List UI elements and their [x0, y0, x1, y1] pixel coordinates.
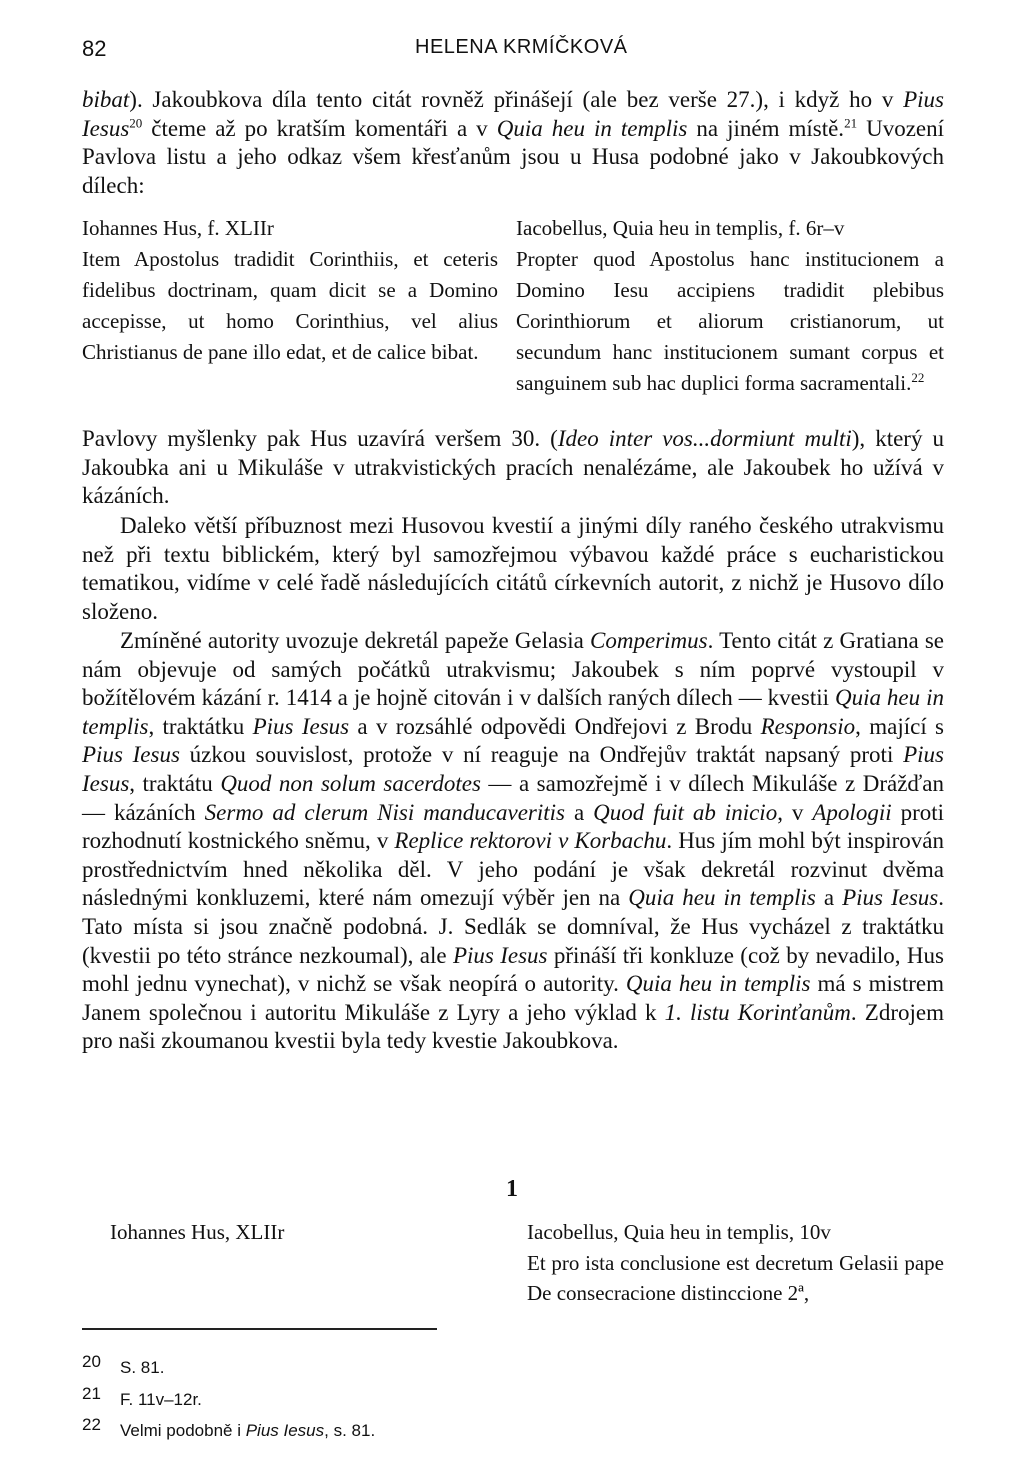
paragraph-3: Daleko větší příbuznost mezi Husovou kvestií a jinými díly raného českého utrakvismu než při textu biblickém, který byl samozřejmou výbavou každé práce s eucharistickou tematikou, vidíme v celé řadě následujících citátů církevních autorit, z nichž je Husovo dílo složeno. — [82, 513, 944, 624]
footnote-ref[interactable]: 20 — [129, 114, 143, 130]
running-title: HELENA KRMÍČKOVÁ — [415, 36, 628, 58]
work-title: Pius Iesus — [452, 942, 548, 968]
section-left-heading: Iohannes Hus, XLIIr — [110, 1220, 285, 1244]
footnote-divider — [82, 1328, 437, 1330]
section-number: 1 — [506, 1176, 518, 1202]
footnote-number: 21 — [82, 1384, 101, 1403]
work-title: Replice rektorovi v Korbachu — [394, 828, 667, 854]
compare-right-heading: Iacobellus, Quia heu in templis, f. 6r–v — [516, 216, 845, 240]
quote-term: Ideo inter vos...dormiunt multi — [557, 426, 852, 451]
intro-paragraph: bibat). Jakoubkova díla tento citát rovněž přinášejí (ale bez verše 27.), i když ho v Pius Iesus$^{20}$ čteme až po kratším komentáři a v Quia heu in templis na jiném místě.$^{21}$ Uvození Pavlova listu a jeho odkaz všem křesťanům jsou u Husa podobné jako v Jakoubkových dílech: — [82, 87, 944, 198]
work-title: Pius Iesus — [82, 742, 180, 768]
work-title: Quia heu in templis — [496, 115, 688, 141]
work-title: Pius Iesus — [252, 713, 350, 739]
section-right-heading: Iacobellus, Quia heu in templis, 10v — [527, 1220, 831, 1244]
work-title: Comperimus — [590, 628, 708, 653]
compare-left-heading: Iohannes Hus, f. XLIIr — [82, 216, 274, 240]
compare-right-text: Propter quod Apostolus hanc institucionem a Domino Iesu accipiens tradidit plebibus Corinthiorum et aliorum cristianorum, ut secundum hanc institucionem sumant corpus et sanguinem sub hac duplici forma sacramentali.$^{22}$ — [516, 247, 944, 395]
footnote-number: 22 — [82, 1415, 101, 1434]
work-title: Pius Iesus — [245, 1421, 325, 1440]
work-title: Quia heu in templis — [82, 685, 944, 739]
work-title: Pius Iesus — [82, 87, 944, 141]
work-title: Pius Iesus — [842, 885, 939, 911]
work-title: Quod non solum sacerdotes — [220, 770, 481, 796]
work-title: 1. listu Korinťanům — [664, 999, 851, 1025]
footnote-text: F. 11v–12r. — [120, 1390, 202, 1409]
footnote-number: 20 — [82, 1352, 101, 1371]
work-title: Quod fuit ab inicio — [593, 799, 778, 825]
italic-term: bibat — [82, 87, 130, 112]
work-title: Apologii — [812, 799, 892, 825]
work-title: Responsio — [760, 713, 856, 739]
work-title: Sermo ad clerum Nisi manducaveritis — [204, 799, 566, 825]
footnote-ref[interactable]: 21 — [844, 114, 858, 130]
compare-left-text: Item Apostolus tradidit Corinthiis, et ceteris fidelibus doctrinam, quam dicit se a Domino accepisse, ut homo Corinthius, vel alius Christianus de pane illo edat, et de calice bibat. — [82, 247, 498, 364]
footnote-text: Velmi podobně i Pius Iesus, s. 81. — [120, 1421, 376, 1440]
work-title: Quia heu in templis — [628, 885, 816, 911]
section-right-text: Et pro ista conclusione est decretum Gelasii pape De consecracione distinccione 2ª, — [527, 1251, 944, 1305]
page-number: 82 — [82, 36, 107, 61]
footnote-ref[interactable]: 22 — [911, 370, 925, 385]
work-title: Pius Iesus — [82, 742, 944, 796]
work-title: Quia heu in templis — [625, 971, 811, 997]
paragraph-4: Zmíněné autority uvozuje dekretál papeže Gelasia Comperimus. Tento citát z Gratiana se nám objevuje od samých počátků utrakvismu; Jakoubek s ním poprvé vystoupil v božítělovém kázání r. 1414 a je hojně citován i v dalších raných dílech — kvestii Quia heu in templis, traktátku Pius Iesus a v rozsáhlé odpovědi Ondřejovi z Brodu Responsio, mající s Pius Iesus úzkou souvislost, protože v ní reaguje na Ondřejův traktát napsaný proti Pius Iesus, traktátu Quod non solum sacerdotes — a samozřejmě i v dílech Mikuláše z Drážďan — kázáních Sermo ad clerum Nisi manducaveritis a Quod fuit ab inicio, v Apologii proti rozhodnutí kostnického sněmu, v Replice rektorovi v Korbachu. Hus jím mohl být inspirován prostřednictvím hned několika děl. V jeho podání je však dekretál rozvinut dvěma následnými konkluzemi, které nám omezují výběr jen na Quia heu in templis a Pius Iesus. Tato místa si jsou značně podobná. J. Sedlák se domníval, že Hus vycházel z traktátku (kvestii po této stránce nezkoumal), ale Pius Iesus přináší tři konkluze (což by nevadilo, Hus mohl jednu vynechat), v nichž se však neopírá o autority. Quia heu in templis má s mistrem Janem společnou i autoritu Mikuláše z Lyry a jeho výklad k 1. listu Korinťanům. Zdrojem pro naši zkoumanou kvestii byla tedy kvestie Jakoubkova. — [82, 628, 945, 1054]
footnote-text: S. 81. — [120, 1358, 165, 1377]
paragraph-2: Pavlovy myšlenky pak Hus uzavírá veršem 30. (Ideo inter vos...dormiunt multi), který u Jakoubka ani u Mikuláše v utrakvistických pracích nenalézáme, ale Jakoubek ho užívá v kázáních. — [82, 426, 944, 509]
